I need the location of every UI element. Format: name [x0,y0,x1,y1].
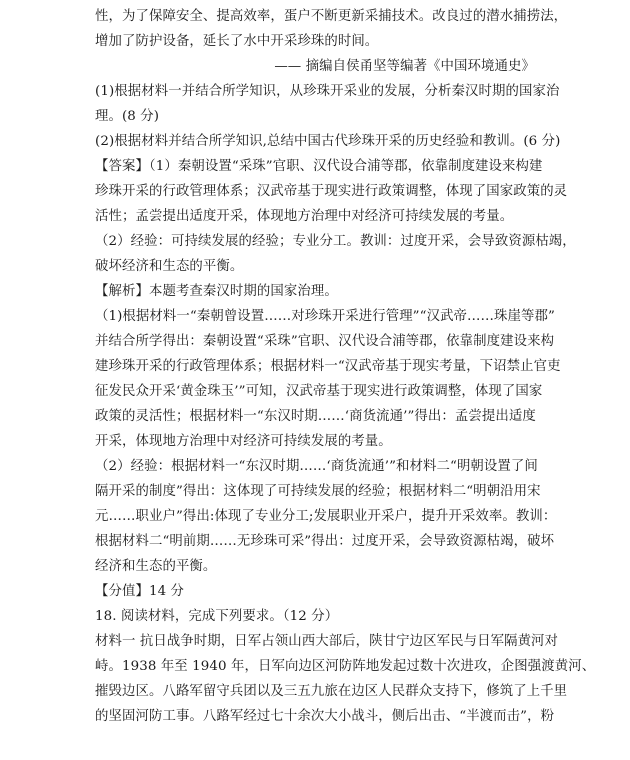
answer-line-4: （2）经验：可持续发展的经验；专业分工。教训：过度开采，会导致资源枯竭， [95,234,576,249]
analysis-line-3: 建珍珠开采的行政管理体系；根据材料一“汉武帝基于现实考量，下诏禁止官吏 [95,359,561,374]
material-1-line-1: 材料一 抗日战争时期，日军占领山西大部后，陕甘宁边区军民与日军隔黄河对 [95,634,559,649]
analysis-line-11: 经济和生态的平衡。 [95,559,217,574]
answer-line-5: 破坏经济和生态的平衡。 [95,259,244,274]
analysis-line-8: 隔开采的制度”得出：这体现了可持续发展的经验；根据材料二“明朝沿用宋 [95,484,541,499]
answer-line-1: 【答案】（1）秦朝设置“采珠”官职、汉代设合浦等郡，依靠制度建设来构建 [95,159,543,174]
analysis-line-10: 根据材料二“明前期……无珍珠可采”得出：过度开采，会导致资源枯竭，破坏 [95,534,555,549]
analysis-line-4: 征发民众开采‘黄金珠玉’”可知，汉武帝基于现实进行政策调整，体现了国家 [95,384,543,399]
question-2: (2)根据材料并结合所学知识,总结中国古代珍珠开采的历史经验和教训。(6 分) [95,134,561,149]
source-citation: —— 摘编自侯甬坚等编著《中国环境通史》 [274,59,535,74]
analysis-heading: 【解析】本题考查秦汉时期的国家治理。 [95,284,338,299]
material-1-line-4: 的坚固河防工事。八路军经过七十余次大小战斗，侧后出击、“半渡而击”，粉 [95,709,555,724]
question-1-cont: 理。(8 分) [95,109,160,124]
analysis-line-2: 并结合所学得出：秦朝设置“采珠”官职、汉代设合浦等郡，依靠制度建设来构 [95,334,555,349]
score-value: 【分值】14 分 [95,584,185,599]
text-line-2: 增加了防护设备，延长了水中开采珍珠的时间。 [95,34,379,49]
analysis-line-9: 元……职业户”得出:体现了专业分工;发展职业开采户，提升开采效率。教训： [95,509,557,524]
question-18-heading: 18. 阅读材料，完成下列要求。（12 分） [95,609,339,624]
material-1-line-2: 峙。1938 年至 1940 年，日军向边区河防阵地发起过数十次进攻，企图强渡黄河、 [95,659,596,674]
analysis-line-1: （1)根据材料一“秦朝曾设置……对珍珠开采进行管理”“汉武帝……珠崖等郡” [95,309,555,324]
analysis-line-7: （2）经验：根据材料一“东汉时期……‘商货流通’”和材料二“明朝设置了间 [95,459,538,474]
analysis-line-5: 政策的灵活性；根据材料一“东汉时期……‘商货流通’”得出：孟尝提出适度 [95,409,536,424]
material-1-line-3: 摧毁边区。八路军留守兵团以及三五九旅在边区人民群众支持下，修筑了上千里 [95,684,568,699]
answer-line-2: 珍珠开采的行政管理体系；汉武帝基于现实进行政策调整，体现了国家政策的灵 [95,184,568,199]
text-line-1: 性，为了保障安全、提高效率，蛋户不断更新采捕技术。改良过的潜水捕捞法， [95,9,568,24]
analysis-line-6: 开采，体现地方治理中对经济可持续发展的考量。 [95,434,392,449]
answer-line-3: 活性；孟尝提出适度开采，体现地方治理中对经济可持续发展的考量。 [95,209,514,224]
question-1: (1)根据材料一并结合所学知识，从珍珠开采业的发展，分析秦汉时期的国家治 [95,84,560,99]
